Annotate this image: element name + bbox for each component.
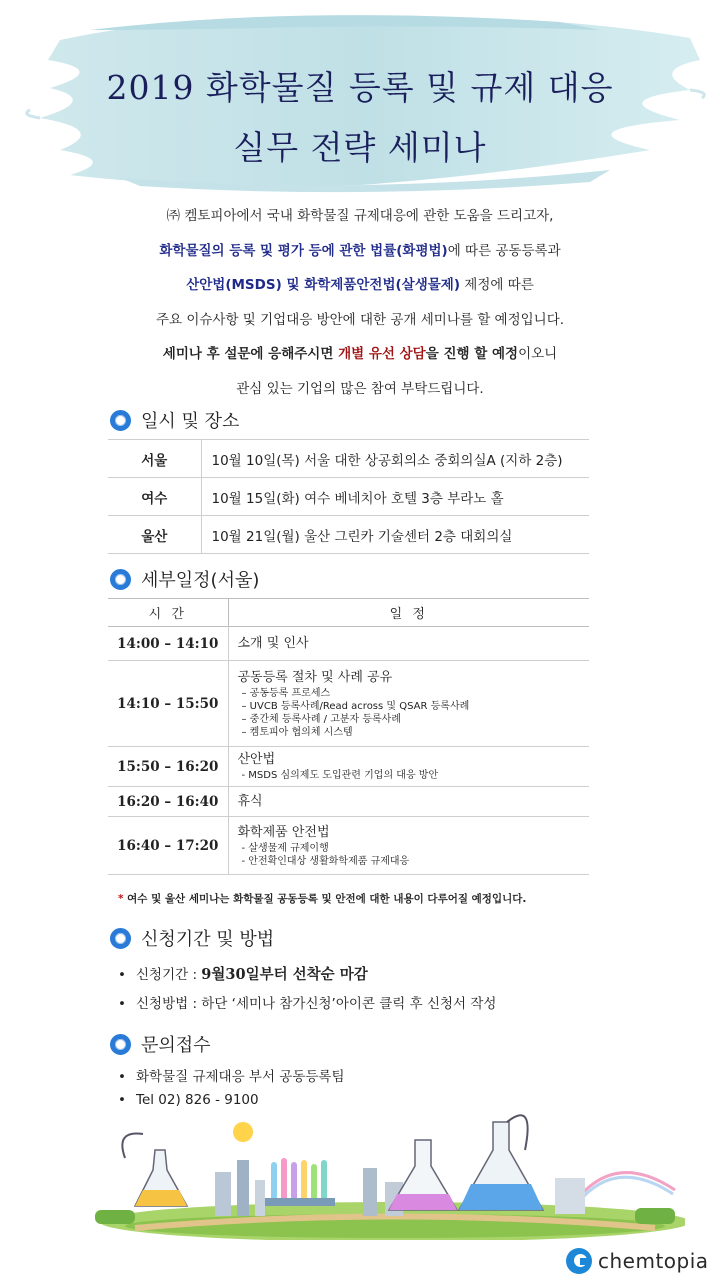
schedule-time: 16:40 – 17:20	[108, 817, 228, 875]
venue-detail: 10월 15일(화) 여수 베네치아 호텔 3층 부라노 홀	[201, 478, 589, 516]
schedule-subitem: – 켐토피아 협의체 시스템	[241, 726, 353, 738]
table-row	[108, 440, 589, 478]
apply-period: • 신청기간 : 9월30일부터 선착순 마감	[118, 966, 368, 983]
schedule-event-title: 화학제품 안전법	[237, 824, 330, 840]
intro-line: 관심 있는 기업의 많은 참여 부탁드립니다.	[236, 380, 484, 397]
schedule-event-title: 휴식	[237, 793, 263, 809]
venue-city: 서울	[108, 440, 201, 478]
bullet: •	[118, 1069, 126, 1085]
page-title-line2: 실무 전략 세미나	[233, 128, 487, 167]
chemtopia-logo-icon	[566, 1248, 592, 1274]
schedule-table	[108, 598, 589, 875]
intro-line: ㈜ 켐토피아에서 국내 화학물질 규제대응에 관한 도움을 드리고자,	[166, 208, 554, 224]
schedule-time: 14:00 – 14:10	[108, 627, 228, 661]
circle-bullet-icon	[110, 928, 131, 949]
table-row	[108, 516, 589, 554]
contact-dept: • 화학물질 규제대응 부서 공동등록팀	[118, 1069, 345, 1085]
schedule-subitem: – 공동등록 프로세스	[241, 687, 331, 699]
law-highlight: 화학물질의 등록 및 평가 등에 관한 법률(화평법)	[159, 242, 448, 259]
schedule-subitem: – 중간체 등록사례 / 고분자 등록사례	[241, 713, 402, 725]
page-title-line1: 2019 화학물질 등록 및 규제 대응	[106, 68, 614, 107]
table-row	[108, 627, 589, 661]
bullet: •	[118, 1092, 126, 1108]
intro-line: 산안법(MSDS) 및 화학제품안전법(살생물제) 제정에 따른	[186, 277, 534, 293]
chemtopia-logo	[566, 1248, 709, 1274]
schedule-subitem: - MSDS 심의제도 도입관련 기업의 대응 방안	[241, 770, 439, 781]
venue-table	[108, 439, 589, 554]
intro-line: 세미나 후 설문에 응해주시면 개별 유선 상담을 진행 할 예정이오니	[162, 346, 558, 362]
intro-line: 주요 이슈사항 및 기업대응 방안에 대한 공개 세미나를 할 예정입니다.	[155, 311, 565, 328]
schedule-time: 15:50 – 16:20	[108, 747, 228, 787]
circle-bullet-icon	[110, 569, 131, 590]
consult-highlight: 개별 유선 상담	[338, 346, 426, 362]
table-row	[108, 478, 589, 516]
bullet: •	[118, 967, 126, 983]
intro-text	[0, 205, 720, 412]
schedule-event	[228, 747, 589, 787]
section-header-schedule: 세부일정(서울)	[110, 566, 259, 592]
asterisk: *	[118, 893, 124, 905]
regional-note: * 여수 및 울산 세미나는 화학물질 공동등록 및 안전에 대한 내용이 다루어질 예정입니다.	[118, 893, 527, 905]
bullet: •	[118, 996, 126, 1012]
schedule-time: 16:20 – 16:40	[108, 787, 228, 817]
venue-city: 울산	[108, 516, 201, 554]
schedule-subitem: - 살생물제 규제이행	[241, 842, 329, 854]
schedule-event-title: 산안법	[237, 752, 276, 767]
venue-detail: 10월 10일(목) 서울 대한 상공회의소 중회의실A (지하 2층)	[201, 440, 589, 478]
apply-period-value: 9월30일부터 선착순 마감	[201, 966, 368, 983]
table-row	[108, 787, 589, 817]
schedule-event-title: 소개 및 인사	[237, 635, 309, 651]
schedule-event-title: 공동등록 절차 및 사례 공유	[237, 669, 393, 685]
intro-line: 화학물질의 등록 및 평가 등에 관한 법률(화평법)에 따른 공동등록과	[159, 242, 561, 259]
schedule-subitem: – UVCB 등록사례/Read across 및 QSAR 등록사례	[241, 700, 470, 712]
schedule-subitem: - 안전확인대상 생활화학제품 규제대응	[241, 855, 410, 867]
apply-method: • 신청방법 : 하단 ‘세미나 참가신청’아이콘 클릭 후 신청서 작성	[118, 996, 497, 1012]
contact-tel: • Tel 02) 826 - 9100	[118, 1092, 259, 1108]
schedule-event	[228, 787, 589, 817]
schedule-event	[228, 661, 589, 747]
table-row	[108, 817, 589, 875]
venue-detail: 10월 21일(월) 울산 그린카 기술센터 2층 대회의실	[201, 516, 589, 554]
venue-city: 여수	[108, 478, 201, 516]
table-row	[108, 661, 589, 747]
logo-wordmark: chemtopia	[598, 1249, 709, 1273]
circle-bullet-icon	[110, 410, 131, 431]
schedule-event	[228, 627, 589, 661]
schedule-time: 14:10 – 15:50	[108, 661, 228, 747]
schedule-event	[228, 817, 589, 875]
section-header-contact: 문의접수	[110, 1031, 211, 1057]
table-row	[108, 747, 589, 787]
table-header-row	[108, 599, 589, 627]
lab-city-illustration	[95, 1110, 685, 1240]
column-header-time: 시 간	[108, 599, 228, 627]
circle-bullet-icon	[110, 1034, 131, 1055]
law-highlight: 산안법(MSDS) 및 화학제품안전법(살생물제)	[186, 277, 460, 293]
section-header-venue: 일시 및 장소	[110, 407, 239, 433]
section-header-apply: 신청기간 및 방법	[110, 925, 274, 951]
column-header-event: 일 정	[228, 599, 589, 627]
